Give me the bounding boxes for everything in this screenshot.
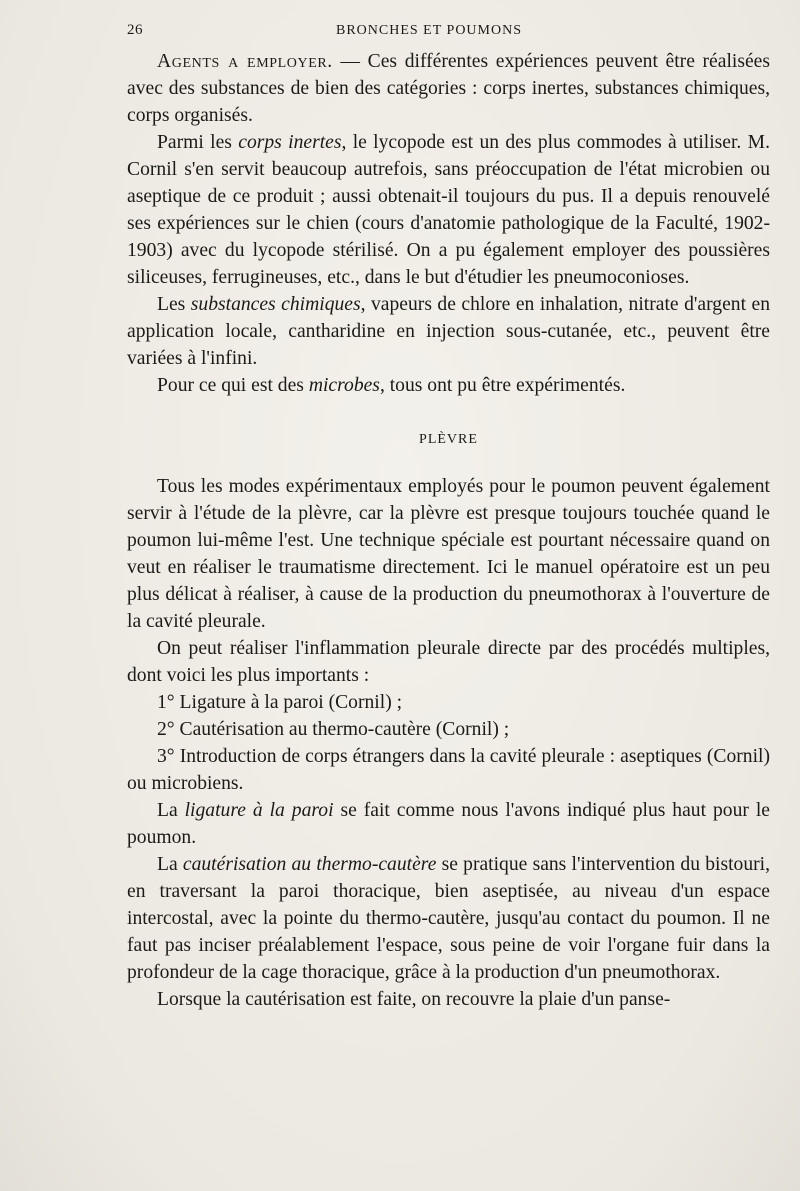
italic-term: ligature à la paroi bbox=[184, 800, 334, 821]
paragraph-microbes bbox=[127, 372, 770, 399]
paragraph-pansement: Lorsque la cautérisation est faite, on recouvre la plaie d'un panse- bbox=[157, 989, 671, 1010]
paragraph-text: se fait comme nous l'avons indiqué plus haut pour le poumon. bbox=[127, 800, 770, 848]
italic-term: microbes bbox=[308, 375, 380, 396]
paragraph-procedes: On peut réaliser l'inflammation pleurale directe par des procédés multiples, dont voici les plus importants : bbox=[127, 638, 770, 686]
page-number: 26 bbox=[127, 22, 143, 38]
list-item: 1° Ligature à la paroi (Cornil) ; bbox=[157, 692, 403, 713]
body-text bbox=[127, 48, 770, 1013]
italic-term: corps inertes bbox=[238, 132, 342, 153]
running-title: BRONCHES ET POUMONS bbox=[336, 23, 522, 38]
italic-term: cautérisation au thermo-cautère bbox=[182, 854, 437, 875]
paragraph-agents bbox=[127, 48, 770, 129]
paragraph-text: se pratique sans l'intervention du bistouri, en traversant la paroi thoracique, bien aseptisée, au niveau d'un espace intercostal, avec la pointe du thermo-cautère, jusqu'au contact du poumon. Il ne faut pas inciser préalablement l'espace, sous peine de voir l'organe fuir dans la profondeur de la cage thoracique, grâce à la production d'un pneumothorax. bbox=[127, 854, 770, 983]
paragraph-text: La bbox=[157, 800, 185, 821]
paragraph-text: — Ces différentes expériences peuvent être réalisées avec des substances de bien des catégories : corps inertes, substances chimiques, corps organisés. bbox=[127, 51, 770, 126]
paragraph-text: , vapeurs de chlore en inhalation, nitrate d'argent en application locale, cantharidine en injection sous-cutanée, etc., peuvent être variées à l'infini. bbox=[127, 294, 770, 369]
page-header bbox=[127, 22, 770, 48]
section-heading: PLÈVRE bbox=[419, 432, 478, 447]
paragraph-text: Pour ce qui est des bbox=[157, 375, 309, 396]
paragraph-text: , le lycopode est un des plus commodes à utiliser. M. Cornil s'en servit beaucoup autrefois, sans préoccupation de l'état microbien ou aseptique de ce produit ; aussi obtenait-il toujours du pus. Il a depuis renouvelé ses expériences sur le chien (cours d'anatomie pathologique de la Faculté, 1902-1903) avec du lycopode stérilisé. On a pu également employer des poussières siliceuses, ferrugineuses, etc., dans le but d'étudier les pneumoconioses. bbox=[127, 132, 770, 288]
paragraph-corps-inertes bbox=[127, 129, 770, 291]
list-item: 2° Cautérisation au thermo-cautère (Cornil) ; bbox=[157, 719, 510, 740]
paragraph-substances bbox=[127, 291, 770, 372]
list-item: 3° Introduction de corps étrangers dans la cavité pleurale : aseptiques (Cornil) ou microbiens. bbox=[127, 746, 770, 794]
paragraph-text: Les bbox=[157, 294, 191, 315]
paragraph-plevre-intro: Tous les modes expérimentaux employés pour le poumon peuvent également servir à l'étude de la plèvre, car la plèvre est presque toujours touchée quand le poumon lui-même l'est. Une technique spéciale est pourtant nécessaire quand on veut en réaliser le traumatisme directement. Ici le manuel opératoire est un peu plus délicat à réaliser, à cause de la production du pneumothorax à l'ouverture de la cavité pleurale. bbox=[127, 476, 770, 632]
paragraph-text: Parmi les bbox=[157, 132, 239, 153]
paragraph-lead: Agents a employer. bbox=[157, 51, 333, 72]
italic-term: substances chimiques bbox=[190, 294, 361, 315]
paragraph-text: , tous ont pu être expérimentés. bbox=[379, 375, 626, 396]
paragraph-text: La bbox=[157, 854, 183, 875]
paragraph-ligature bbox=[127, 797, 770, 851]
paragraph-cauterisation bbox=[127, 851, 770, 986]
